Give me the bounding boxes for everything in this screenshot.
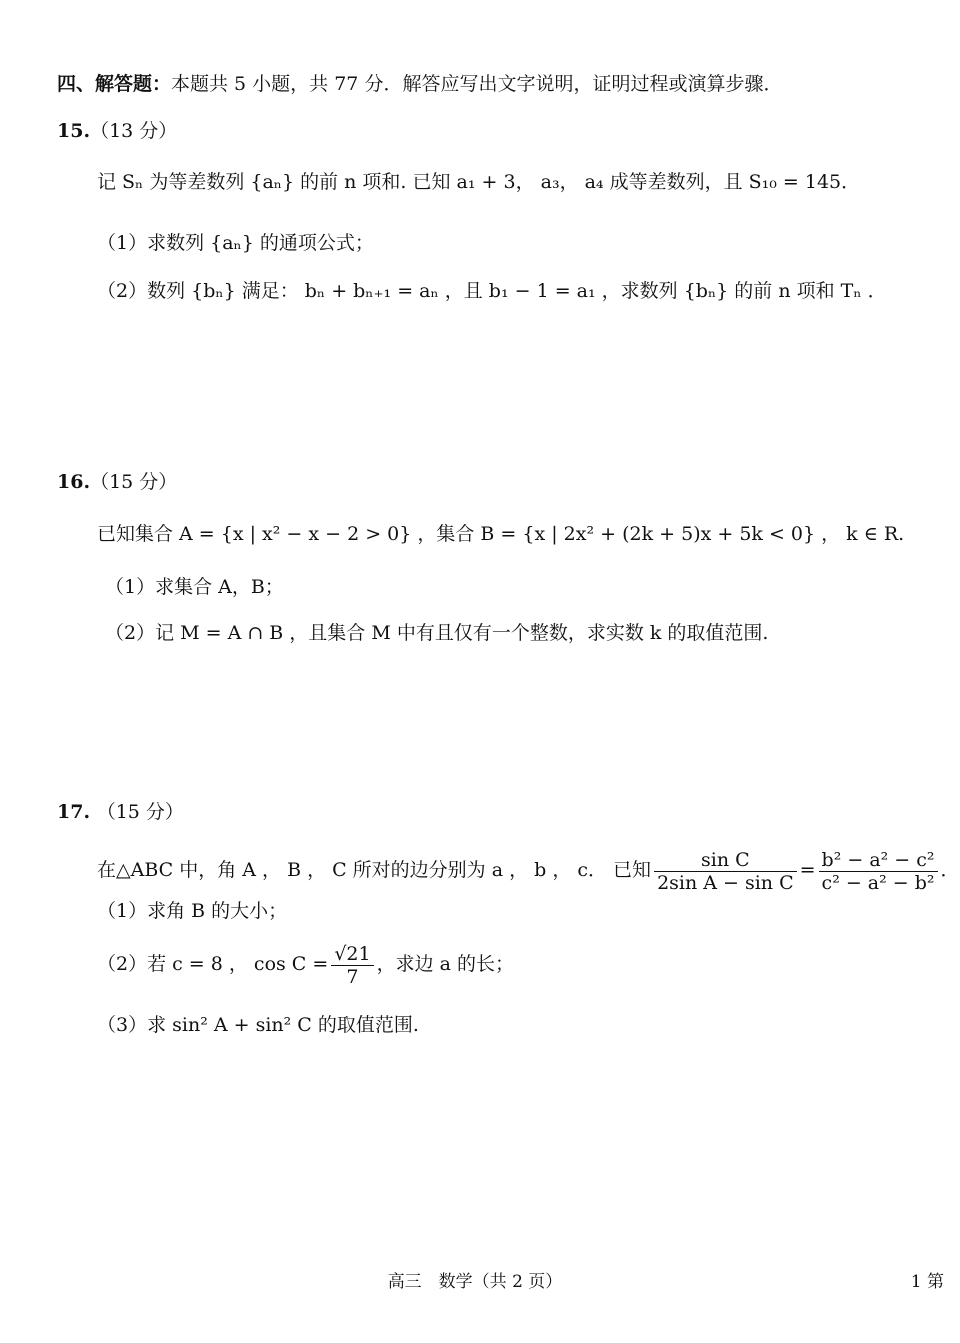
question-15-stem: 记 Sₙ 为等差数列 {aₙ} 的前 n 项和. 已知 a₁ + 3， a₃， a₄ 成等差数列，且 S₁₀ = 145． [97,171,861,193]
question-15-header [57,117,177,145]
equals-sign: = [799,859,816,881]
question-17-part-1: （1）求角 B 的大小； [97,900,288,922]
question-number: 15. [57,120,91,142]
fraction-numerator: b² − a² − c² [819,849,938,872]
question-16-stem: 已知集合 A = {x | x² − x − 2 > 0} ，集合 B = {x | 2x² + (2k + 5)x + 5k < 0} ， k ∈ R. [97,523,905,545]
section-header [57,70,782,98]
question-score: （15 分） [96,801,184,823]
fraction-denominator: 7 [346,965,359,988]
question-17-header [57,798,184,826]
question-16-part-2: （2）记 M = A ∩ B ，且集合 M 中有且仅有一个整数，求实数 k 的取值范围. [105,622,769,644]
question-number: 16. [57,471,91,493]
page-number: 1 第 [910,1272,944,1292]
period: ． [940,859,960,881]
fraction-numerator: sin C [654,849,797,872]
question-15-part-2: （2）数列 {bₙ} 满足： bₙ + bₙ₊₁ = aₙ ，且 b₁ − 1 = a₁ ，求数列 {bₙ} 的前 n 项和 Tₙ ． [97,280,887,302]
question-score: （13 分） [90,120,178,142]
page-footer: 高三 数学（共 2 页） [387,1272,563,1292]
fraction-numerator: √21 [331,943,373,966]
question-15-part-1: （1）求数列 {aₙ} 的通项公式； [97,232,374,254]
question-16-header [57,468,177,496]
section-title: 四、解答题： [57,73,172,95]
question-score: （15 分） [90,471,178,493]
question-16-part-1: （1）求集合 A，B； [105,576,284,598]
section-description: 本题共 5 小题，共 77 分．解答应写出文字说明，证明过程或演算步骤． [171,73,783,95]
fraction-denominator: c² − a² − b² [821,871,935,894]
fraction-side-lengths [819,849,938,894]
question-17-part-3: （3）求 sin² A + sin² C 的取值范围. [97,1014,419,1036]
fraction-denominator: 2sin A − sin C [657,871,794,894]
part-2-suffix: ，求边 a 的长； [376,953,515,975]
fraction-sqrt21-over-7 [331,943,373,988]
question-17-stem [97,846,960,894]
question-17-stem-text: 在△ABC 中，角 A ， B ， C 所对的边分别为 a ， b ， c． 已知 [97,859,652,881]
question-number: 17. [57,801,91,823]
part-2-prefix: （2）若 c = 8 ， cos C = [97,953,329,975]
fraction-sinC-over-2sinA-minus-sinC [654,849,797,894]
question-17-part-2 [97,940,514,988]
